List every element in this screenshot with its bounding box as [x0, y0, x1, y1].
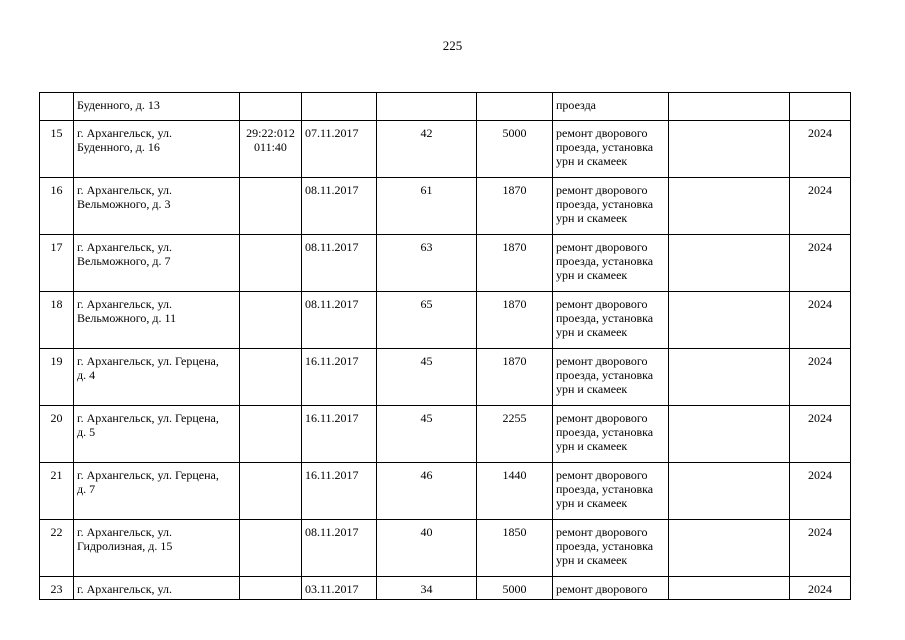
work-type-cell-line: проезда, установка [556, 311, 654, 325]
address-cell-line: г. Архангельск, ул. [77, 525, 172, 539]
area-cell-line: 65 [420, 297, 433, 311]
row-number-cell-line: 15 [50, 126, 63, 140]
date-cell [302, 178, 377, 235]
table-row [40, 406, 851, 463]
cost-cell-line: 5000 [502, 582, 527, 596]
address-cell-line: Гидролизная, д. 15 [77, 539, 173, 553]
cadastral-number-cell [240, 178, 302, 235]
address-cell-line: г. Архангельск, ул. [77, 582, 172, 596]
area-cell-line: 40 [420, 525, 433, 539]
date-cell [302, 520, 377, 577]
area-cell-line: 45 [420, 411, 433, 425]
row-number-cell-line: 18 [50, 297, 63, 311]
cadastral-number-cell [240, 121, 302, 178]
work-type-cell-line: урн и скамеек [556, 382, 628, 396]
work-type-cell-line: ремонт дворового [556, 411, 648, 425]
cost-cell [477, 292, 553, 349]
cost-cell-line: 1870 [502, 297, 527, 311]
address-cell-line: Буденного, д. 16 [77, 140, 160, 154]
address-cell-line: г. Архангельск, ул. Герцена, [77, 354, 219, 368]
year-cell-line: 2024 [808, 126, 832, 140]
row-number-cell [40, 406, 74, 463]
address-cell-line: д. 7 [77, 482, 96, 496]
address-cell-line: г. Архангельск, ул. [77, 297, 172, 311]
cadastral-number-cell [240, 349, 302, 406]
area-cell [377, 178, 477, 235]
work-type-cell-line: проезда, установка [556, 140, 654, 154]
year-cell [790, 520, 851, 577]
date-cell [302, 349, 377, 406]
note-cell [669, 235, 790, 292]
work-type-cell-line: урн и скамеек [556, 211, 628, 225]
date-cell-line: 03.11.2017 [305, 582, 359, 596]
date-cell-line: 16.11.2017 [305, 411, 359, 425]
year-cell-line: 2024 [808, 411, 832, 425]
date-cell [302, 463, 377, 520]
note-cell [669, 178, 790, 235]
cadastral-number-cell [240, 235, 302, 292]
work-type-cell-line: проезда, установка [556, 197, 654, 211]
date-cell-line: 08.11.2017 [305, 183, 359, 197]
address-cell [74, 349, 240, 406]
cost-cell [477, 463, 553, 520]
row-number-cell-line: 23 [50, 582, 63, 596]
year-cell [790, 121, 851, 178]
table-row [40, 121, 851, 178]
cost-cell [477, 577, 553, 600]
address-cell-line: д. 4 [77, 368, 96, 382]
area-cell-line: 45 [420, 354, 433, 368]
cadastral-number-cell [240, 463, 302, 520]
area-cell [377, 349, 477, 406]
work-type-cell [553, 121, 669, 178]
address-cell [74, 93, 240, 121]
area-cell [377, 463, 477, 520]
date-cell [302, 577, 377, 600]
cost-cell [477, 406, 553, 463]
address-cell [74, 577, 240, 600]
work-type-cell [553, 577, 669, 600]
row-number-cell [40, 121, 74, 178]
address-cell [74, 235, 240, 292]
cost-cell [477, 235, 553, 292]
year-cell [790, 235, 851, 292]
cadastral-number-cell [240, 93, 302, 121]
date-cell-line: 16.11.2017 [305, 468, 359, 482]
row-number-cell-line: 16 [50, 183, 63, 197]
area-cell [377, 292, 477, 349]
date-cell-line: 16.11.2017 [305, 354, 359, 368]
work-type-cell [553, 93, 669, 121]
table-row [40, 93, 851, 121]
date-cell [302, 292, 377, 349]
cost-cell-line: 1440 [502, 468, 527, 482]
row-number-cell-line: 20 [50, 411, 63, 425]
area-cell-line: 63 [420, 240, 433, 254]
area-cell [377, 93, 477, 121]
work-type-cell-line: ремонт дворового [556, 525, 648, 539]
work-type-cell-line: урн и скамеек [556, 268, 628, 282]
date-cell [302, 121, 377, 178]
cost-cell [477, 93, 553, 121]
table-row [40, 577, 851, 600]
note-cell [669, 121, 790, 178]
row-number-cell [40, 292, 74, 349]
row-number-cell [40, 93, 74, 121]
row-number-cell [40, 349, 74, 406]
address-cell-line: Вельможного, д. 3 [77, 197, 171, 211]
work-type-cell-line: проезда, установка [556, 368, 654, 382]
work-type-cell-line: урн и скамеек [556, 496, 628, 510]
row-number-cell-line: 21 [50, 468, 63, 482]
address-cell-line: г. Архангельск, ул. Герцена, [77, 468, 219, 482]
work-type-cell [553, 235, 669, 292]
work-type-cell-line: урн и скамеек [556, 553, 628, 567]
cost-cell-line: 1870 [502, 354, 527, 368]
date-cell-line: 08.11.2017 [305, 240, 359, 254]
date-cell-line: 07.11.2017 [305, 126, 359, 140]
year-cell-line: 2024 [808, 468, 832, 482]
row-number-cell [40, 577, 74, 600]
cadastral-number-cell [240, 520, 302, 577]
row-number-cell-line: 19 [50, 354, 63, 368]
area-cell [377, 577, 477, 600]
cadastral-number-cell-line: 011:40 [254, 140, 287, 154]
area-cell [377, 406, 477, 463]
address-cell-line: д. 5 [77, 425, 96, 439]
work-type-cell [553, 178, 669, 235]
cost-cell-line: 1850 [502, 525, 527, 539]
year-cell-line: 2024 [808, 582, 832, 596]
cadastral-number-cell-line: 29:22:012 [246, 126, 295, 140]
address-cell-line: Вельможного, д. 7 [77, 254, 171, 268]
date-cell [302, 93, 377, 121]
year-cell [790, 93, 851, 121]
note-cell [669, 406, 790, 463]
address-cell-line: г. Архангельск, ул. [77, 126, 172, 140]
area-cell [377, 520, 477, 577]
address-cell-line: г. Архангельск, ул. Герцена, [77, 411, 219, 425]
row-number-cell [40, 235, 74, 292]
cadastral-number-cell [240, 406, 302, 463]
cost-cell-line: 5000 [502, 126, 527, 140]
work-type-cell [553, 463, 669, 520]
row-number-cell [40, 463, 74, 520]
area-cell-line: 34 [420, 582, 433, 596]
work-type-cell-line: урн и скамеек [556, 154, 628, 168]
year-cell [790, 406, 851, 463]
cost-cell [477, 178, 553, 235]
area-cell-line: 46 [420, 468, 433, 482]
note-cell [669, 577, 790, 600]
address-cell [74, 406, 240, 463]
work-type-cell [553, 349, 669, 406]
year-cell [790, 292, 851, 349]
cost-cell [477, 520, 553, 577]
area-cell [377, 121, 477, 178]
work-type-cell-line: ремонт дворового [556, 354, 648, 368]
address-cell [74, 121, 240, 178]
area-cell [377, 235, 477, 292]
work-type-cell-line: ремонт дворового [556, 468, 648, 482]
row-number-cell-line: 22 [50, 525, 63, 539]
work-type-cell-line: проезда, установка [556, 482, 654, 496]
cadastral-number-cell [240, 577, 302, 600]
note-cell [669, 93, 790, 121]
work-type-cell [553, 292, 669, 349]
row-number-cell-line: 17 [50, 240, 63, 254]
work-type-cell-line: проезда, установка [556, 425, 654, 439]
register-table [39, 92, 851, 600]
year-cell [790, 178, 851, 235]
table-row [40, 463, 851, 520]
row-number-cell [40, 178, 74, 235]
year-cell [790, 349, 851, 406]
address-cell [74, 520, 240, 577]
area-cell-line: 61 [420, 183, 433, 197]
date-cell [302, 406, 377, 463]
cost-cell-line: 1870 [502, 240, 527, 254]
note-cell [669, 463, 790, 520]
work-type-cell [553, 406, 669, 463]
address-cell [74, 463, 240, 520]
area-cell-line: 42 [420, 126, 433, 140]
date-cell-line: 08.11.2017 [305, 525, 359, 539]
work-type-cell [553, 520, 669, 577]
table-body [40, 93, 851, 600]
address-cell [74, 178, 240, 235]
work-type-cell-line: урн и скамеек [556, 325, 628, 339]
year-cell-line: 2024 [808, 297, 832, 311]
year-cell [790, 463, 851, 520]
cadastral-number-cell [240, 292, 302, 349]
page-number: 225 [442, 38, 463, 53]
table-row [40, 235, 851, 292]
row-number-cell [40, 520, 74, 577]
work-type-cell-line: проезда, установка [556, 254, 654, 268]
address-cell-line: Буденного, д. 13 [77, 98, 160, 112]
year-cell [790, 577, 851, 600]
date-cell-line: 08.11.2017 [305, 297, 359, 311]
address-cell [74, 292, 240, 349]
work-type-cell-line: ремонт дворового [556, 240, 648, 254]
table-row [40, 178, 851, 235]
address-cell-line: г. Архангельск, ул. [77, 240, 172, 254]
year-cell-line: 2024 [808, 525, 832, 539]
note-cell [669, 349, 790, 406]
note-cell [669, 292, 790, 349]
address-cell-line: Вельможного, д. 11 [77, 311, 177, 325]
year-cell-line: 2024 [808, 240, 832, 254]
table-row [40, 520, 851, 577]
work-type-cell-line: ремонт дворового [556, 183, 648, 197]
work-type-cell-line: проезда, установка [556, 539, 654, 553]
table-row [40, 349, 851, 406]
work-type-cell-line: ремонт дворового [556, 582, 648, 596]
year-cell-line: 2024 [808, 183, 832, 197]
cost-cell [477, 121, 553, 178]
work-type-cell-line: проезда [556, 98, 596, 112]
work-type-cell-line: урн и скамеек [556, 439, 628, 453]
year-cell-line: 2024 [808, 354, 832, 368]
note-cell [669, 520, 790, 577]
cost-cell-line: 2255 [502, 411, 527, 425]
date-cell [302, 235, 377, 292]
address-cell-line: г. Архангельск, ул. [77, 183, 172, 197]
table-row [40, 292, 851, 349]
cost-cell-line: 1870 [502, 183, 527, 197]
work-type-cell-line: ремонт дворового [556, 126, 648, 140]
work-type-cell-line: ремонт дворового [556, 297, 648, 311]
cost-cell [477, 349, 553, 406]
